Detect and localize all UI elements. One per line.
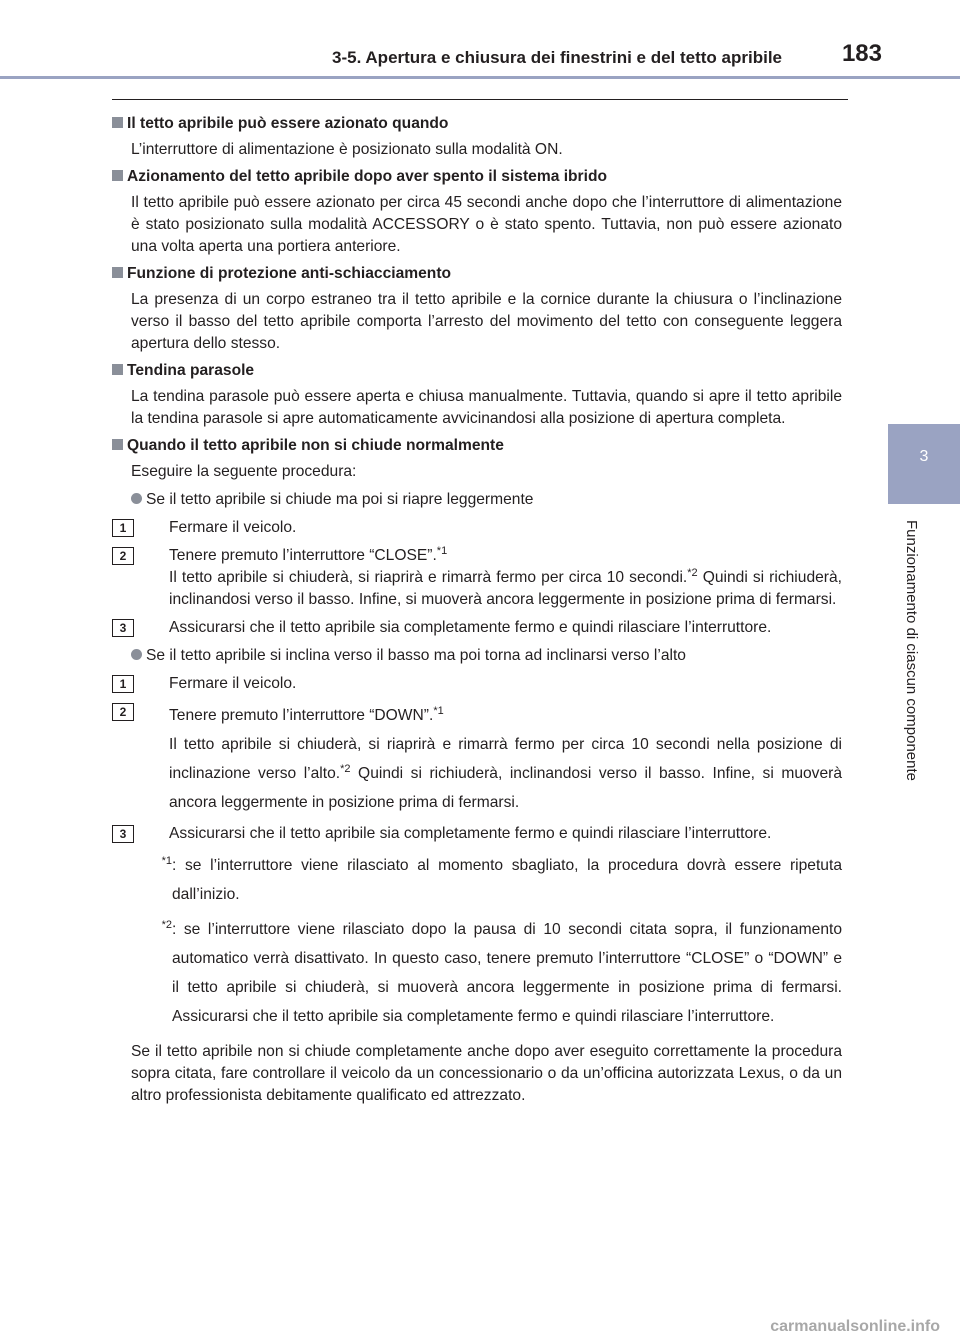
- chapter-label: Funzionamento di ciascun componente: [903, 520, 920, 781]
- section-heading: Azionamento del tetto apribile dopo aver spento il sistema ibrido: [112, 166, 842, 188]
- circle-bullet-icon: [131, 493, 142, 504]
- footnote-ref: *2: [340, 762, 351, 775]
- section-body: La presenza di un corpo estraneo tra il tetto apribile e la cornice durante la chiusura o l’inclinazione verso il basso del tetto apribile comporta l’arresto del movimento del tetto con conseguente leggera apertura dello stesso.: [131, 291, 842, 352]
- footnote-ref: *2: [687, 566, 698, 579]
- step: 1 Fermare il veicolo.: [169, 517, 842, 539]
- section-title: 3-5. Apertura e chiusura dei finestrini e del tetto apribile: [332, 48, 782, 67]
- step: 2 Tenere premuto l’interruttore “CLOSE”.$^{*1}$ Il tetto apribile si chiuderà, si riaprirà e rimarrà fermo per circa 10 secondi.$^{*2}$ Quindi si richiuderà, inclinandosi verso il basso. Infine, si muoverà ancora leggermente in posizione prima di fermarsi.: [169, 545, 842, 611]
- footnote: $^{*2}$ : se l’interruttore viene rilasciato dopo la pausa di 10 secondi citata sopra, il funzionamento automatico verrà disattivato. In questo caso, tenere premuto l’interruttore “CLOSE” o “DOWN” e il tetto apribile si chiuderà, si muoverà ancora leggermente in posizione prima di fermarsi. Assicurarsi che il tetto apribile sia completamente fermo e quindi rilasciare l’interruttore.: [161, 918, 842, 1025]
- footnote-ref: *1: [433, 704, 444, 717]
- square-bullet-icon: [112, 170, 123, 181]
- section-body: Il tetto apribile può essere azionato per circa 45 secondi anche dopo che l’interruttore di alimentazione è stato posizionato sulla modalità ACCESSORY o è stato spento. Tuttavia, non può essere azionato una volta aperta una portiera anteriore.: [131, 194, 842, 255]
- step: 1 Fermare il veicolo.: [169, 673, 842, 695]
- step-number: 1: [112, 519, 134, 537]
- content-rule: [112, 99, 848, 100]
- case-title: Se il tetto apribile si inclina verso il basso ma poi torna ad inclinarsi verso l’alto: [131, 645, 842, 667]
- procedure-intro: Eseguire la seguente procedura:: [131, 463, 357, 480]
- step-number: 2: [112, 547, 134, 565]
- step: 2 Tenere premuto l’interruttore “DOWN”.$^{*1}$ Il tetto apribile si chiuderà, si riaprirà e rimarrà fermo per circa 10 secondi nella posizione di inclinazione verso l’alto.$^{*2}$ Quindi si richiuderà, inclinandosi verso il basso. Infine, si muoverà ancora leggermente in posizione prima di fermarsi.: [169, 701, 842, 817]
- step: 3 Assicurarsi che il tetto apribile sia completamente fermo e quindi rilasciare l’interruttore.: [169, 823, 842, 845]
- content: [112, 113, 842, 1107]
- square-bullet-icon: [112, 117, 123, 128]
- step: 3 Assicurarsi che il tetto apribile sia completamente fermo e quindi rilasciare l’interruttore.: [169, 617, 842, 639]
- footnote: $^{*1}$ : se l’interruttore viene rilasciato al momento sbagliato, la procedura dovrà essere ripetuta dall’inizio.: [161, 854, 842, 903]
- step-number: 3: [112, 619, 134, 637]
- step-number: 1: [112, 675, 134, 693]
- square-bullet-icon: [112, 439, 123, 450]
- closing-paragraph: Se il tetto apribile non si chiude completamente anche dopo aver eseguito correttamente la procedura sopra citata, fare controllare il veicolo da un concessionario o da un’officina autorizzata Lexus, o da un altro professionista debitamente qualificato ed attrezzato.: [131, 1043, 842, 1104]
- step-number: 3: [112, 825, 134, 843]
- section-heading: Il tetto apribile può essere azionato quando: [112, 113, 842, 135]
- footnote-ref: *1: [436, 544, 448, 557]
- square-bullet-icon: [112, 364, 123, 375]
- procedure-heading: Quando il tetto apribile non si chiude normalmente: [112, 435, 842, 457]
- page-number: 183: [841, 40, 882, 67]
- square-bullet-icon: [112, 267, 123, 278]
- section-heading: Funzione di protezione anti-schiacciamento: [112, 263, 842, 285]
- section-body: La tendina parasole può essere aperta e chiusa manualmente. Tuttavia, quando si apre il tetto apribile la tendina parasole si apre automaticamente avvicinandosi alla posizione di apertura completa.: [131, 388, 842, 427]
- section-body: L’interruttore di alimentazione è posizionato sulla modalità ON.: [131, 141, 563, 158]
- circle-bullet-icon: [131, 649, 142, 660]
- watermark: carmanualsonline.info: [770, 1318, 940, 1335]
- step-number: 2: [112, 703, 134, 721]
- footnote-mark: *2: [161, 918, 172, 931]
- section-heading: Tendina parasole: [112, 360, 842, 382]
- footnote-mark: *1: [161, 854, 172, 867]
- case-title: Se il tetto apribile si chiude ma poi si riapre leggermente: [131, 489, 842, 511]
- header-divider: [0, 76, 960, 79]
- chapter-number: 3: [919, 448, 929, 465]
